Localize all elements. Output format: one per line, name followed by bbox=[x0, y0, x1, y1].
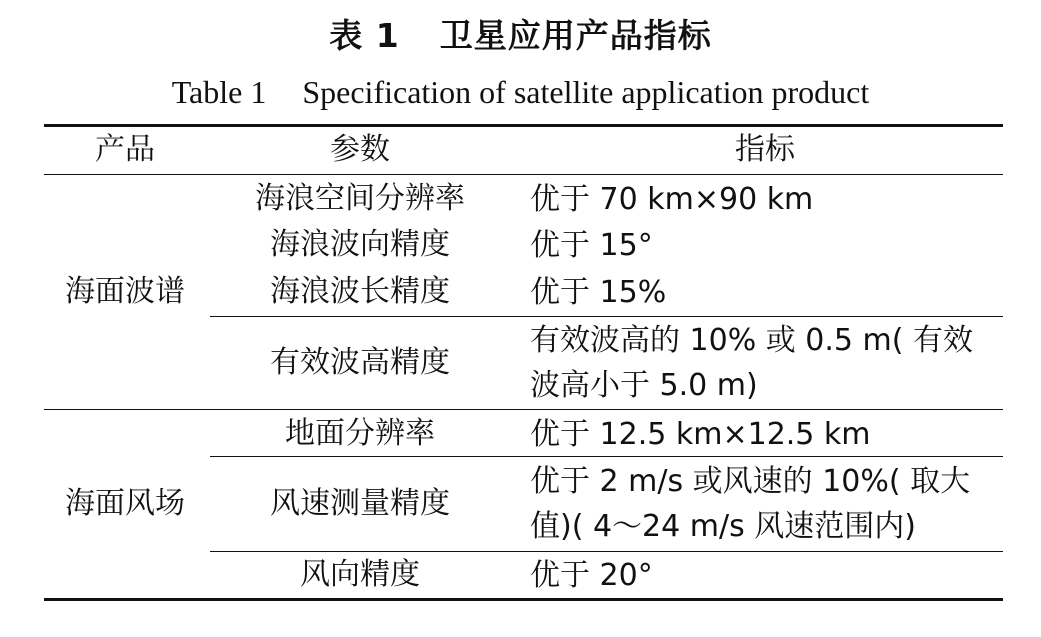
spec-cell: 有效波高的 10% 或 0.5 m( 有效波高小于 5.0 m) bbox=[530, 323, 973, 403]
spec-cell: 优于 70 km×90 km bbox=[530, 182, 814, 217]
header-product: 产品 bbox=[95, 132, 155, 167]
param-cell: 海浪波向精度 bbox=[270, 227, 450, 262]
table-bottom-rule bbox=[44, 598, 1003, 601]
param-cell: 地面分辨率 bbox=[285, 416, 435, 451]
header-rule bbox=[44, 174, 1003, 175]
table-caption-cn: 卫星应用产品指标 bbox=[439, 16, 712, 55]
spec-cell: 优于 15% bbox=[530, 275, 667, 310]
param-cell: 有效波高精度 bbox=[270, 345, 450, 380]
table-title-en bbox=[0, 70, 1041, 114]
table-top-rule bbox=[44, 124, 1003, 127]
product-cell: 海面波谱 bbox=[65, 274, 185, 309]
header-param: 参数 bbox=[330, 132, 390, 167]
row-divider bbox=[210, 316, 1003, 317]
spec-cell: 优于 2 m/s 或风速的 10%( 取大值)( 4～24 m/s 风速范围内) bbox=[530, 464, 971, 544]
param-cell: 风向精度 bbox=[300, 557, 420, 592]
param-cell: 海浪空间分辨率 bbox=[255, 181, 465, 216]
spec-cell: 优于 12.5 km×12.5 km bbox=[530, 417, 871, 452]
group-divider bbox=[44, 409, 1003, 410]
table-number-cn: 表 1 bbox=[329, 16, 400, 55]
product-cell: 海面风场 bbox=[65, 486, 185, 521]
spec-cell: 优于 15° bbox=[530, 228, 653, 263]
spec-cell: 优于 20° bbox=[530, 558, 653, 593]
header-spec: 指标 bbox=[735, 132, 795, 167]
row-divider bbox=[210, 551, 1003, 552]
table-caption-en: Specification of satellite application product bbox=[302, 74, 870, 110]
param-cell: 风速测量精度 bbox=[270, 486, 450, 521]
table-title-cn bbox=[0, 14, 1041, 58]
param-cell: 海浪波长精度 bbox=[270, 274, 450, 309]
table-number-en: Table 1 bbox=[171, 74, 267, 110]
